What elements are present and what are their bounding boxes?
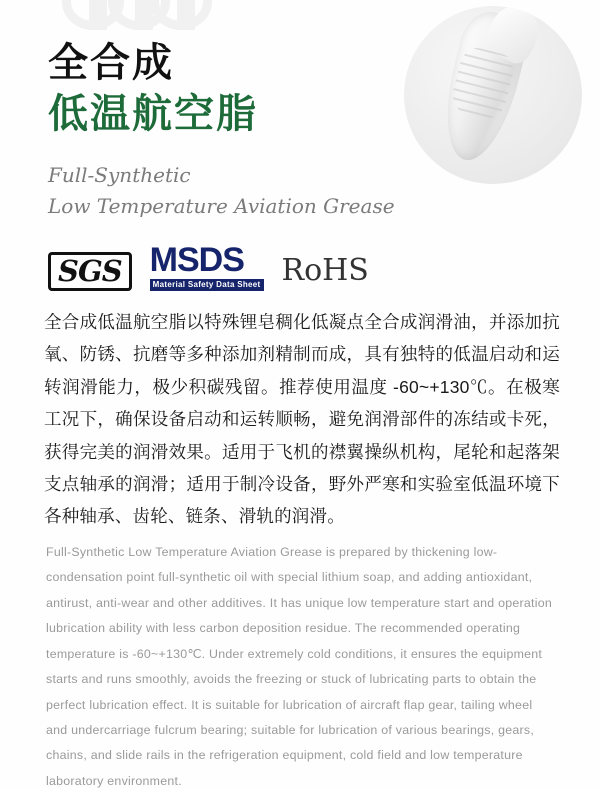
description-chinese: 全合成低温航空脂以特殊锂皂稠化低凝点全合成润滑油，并添加抗氧、防锈、抗磨等多种添加剂精制而成，具有独特的低温启动和运转润滑能力，极少积碳残留。推荐使用温度 -60~+130℃。在极寒工况下，确保设备启动和运转顺畅，避免润滑部件的冻结或卡死，获得完美的润滑效果。适用于飞机的襟翼操纵机构，尾轮和起落架支点轴承的润滑；适用于制冷设备，野外严寒和实验室低温环境下各种轴承、齿轮、链条、滑轨的润滑。 bbox=[44, 312, 560, 527]
rohs-logo: RoHS bbox=[281, 253, 369, 288]
certification-logos bbox=[48, 243, 369, 291]
page-bottom-edge bbox=[0, 788, 600, 800]
sgs-logo: SGS bbox=[48, 252, 132, 291]
page-title-cn-line1: 全合成 bbox=[48, 41, 174, 85]
msds-logo bbox=[150, 243, 264, 291]
description-english: Full-Synthetic Low Temperature Aviation Grease is prepared by thickening low-condensation point full-synthetic oil with special lithium soap, and adding antioxidant, antirust, anti-wear and other additives. It has unique low temperature start and operation lubrication ability with less carbon deposition residue. The recommended operating temperature is -60~+130℃. Under extremely cold conditions, it ensures the equipment starts and runs smoothly, avoids the freezing or stuck of lubricating parts to obtain the perfect lubrication effect. It is suitable for lubrication of aircraft flap gear, tailing wheel and undercarriage fulcrum bearing; suitable for lubrication of various bearings, gears, chains, and slide rails in the refrigeration equipment, cold field and low temperature laboratory environment. bbox=[46, 545, 553, 788]
page-title-block bbox=[48, 40, 448, 222]
page-title-cn-line2: 低温航空脂 bbox=[48, 92, 258, 136]
page-subtitle-en-line1: Full-Synthetic bbox=[48, 163, 191, 187]
page-subtitle-en-line2: Low Temperature Aviation Grease bbox=[48, 194, 395, 218]
msds-logo-label: MSDS bbox=[149, 241, 244, 279]
page-subtitle-en bbox=[48, 160, 448, 222]
gear-icon bbox=[150, 0, 212, 30]
msds-logo-sublabel: Material Safety Data Sheet bbox=[150, 279, 264, 291]
